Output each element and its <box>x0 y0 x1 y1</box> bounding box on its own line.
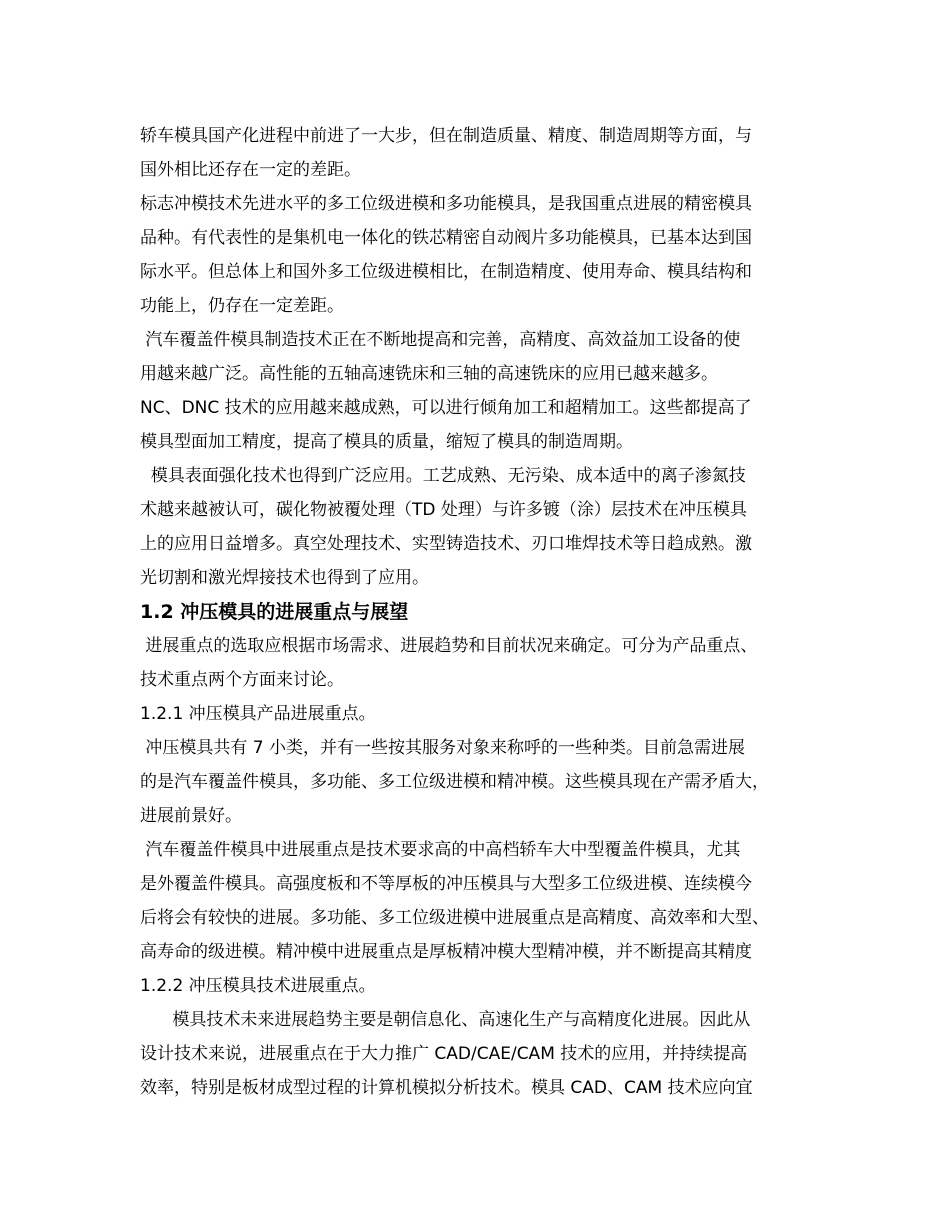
text-line: 冲压模具共有 7 小类，并有一些按其服务对象来称呼的一些种类。目前急需进展 <box>140 738 746 758</box>
text-line: 际水平。但总体上和国外多工位级进模相比，在制造精度、使用寿命、模具结构和 <box>140 262 752 282</box>
subsection-heading: 1.2.2 冲压模具技术进展重点。 <box>140 976 376 996</box>
text-line: 模具型面加工精度，提高了模具的质量，缩短了模具的制造周期。 <box>140 432 633 452</box>
text-line: 轿车模具国产化进程中前进了一大步，但在制造质量、精度、制造周期等方面，与 <box>140 126 752 146</box>
document-page <box>140 119 830 1105</box>
text-line: 效率，特别是板材成型过程的计算机模拟分析技术。模具 CAD、CAM 技术应向宜 <box>140 1078 753 1098</box>
text-line: 是外覆盖件模具。高强度板和不等厚板的冲压模具与大型多工位级进模、连续模今 <box>140 874 752 894</box>
text-line: NC、DNC 技术的应用越来越成熟，可以进行倾角加工和超精加工。这些都提高了 <box>140 398 752 418</box>
text-line: 国外相比还存在一定的差距。 <box>140 160 361 180</box>
text-line: 高寿命的级进模。精冲模中进展重点是厚板精冲模大型精冲模，并不断提高其精度 <box>140 942 752 962</box>
text-line: 后将会有较快的进展。多功能、多工位级进模中进展重点是高精度、高效率和大型、 <box>140 908 769 928</box>
text-line: 光切割和激光焊接技术也得到了应用。 <box>140 568 429 588</box>
text-line: 的是汽车覆盖件模具，多功能、多工位级进模和精冲模。这些模具现在产需矛盾大， <box>140 772 769 792</box>
text-line: 汽车覆盖件模具制造技术正在不断地提高和完善，高精度、高效益加工设备的使 <box>140 330 741 350</box>
text-line: 术越来越被认可，碳化物被覆处理（TD 处理）与许多镀（涂）层技术在冲压模具 <box>140 500 747 520</box>
text-line: 模具技术未来进展趋势主要是朝信息化、高速化生产与高精度化进展。因此从 <box>140 1010 751 1030</box>
section-heading: 1.2 冲压模具的进展重点与展望 <box>140 601 409 623</box>
text-line: 设计技术来说，进展重点在于大力推广 CAD/CAE/CAM 技术的应用，并持续提高 <box>140 1044 748 1064</box>
text-line: 技术重点两个方面来讨论。 <box>140 670 344 690</box>
text-line: 品种。有代表性的是集机电一体化的铁芯精密自动阀片多功能模具，已基本达到国 <box>140 228 752 248</box>
text-line: 进展重点的选取应根据市场需求、进展趋势和目前状况来确定。可分为产品重点、 <box>140 636 758 656</box>
text-line: 进展前景好。 <box>140 806 242 826</box>
subsection-heading: 1.2.1 冲压模具产品进展重点。 <box>140 704 376 724</box>
text-line: 上的应用日益增多。真空处理技术、实型铸造技术、刃口堆焊技术等日趋成熟。激 <box>140 534 752 554</box>
text-line: 汽车覆盖件模具中进展重点是技术要求高的中高档轿车大中型覆盖件模具，尤其 <box>140 840 741 860</box>
text-line: 标志冲模技术先进水平的多工位级进模和多功能模具，是我国重点进展的精密模具 <box>140 194 752 214</box>
text-line: 用越来越广泛。高性能的五轴高速铣床和三轴的高速铣床的应用已越来越多。 <box>140 364 718 384</box>
text-line: 功能上，仍存在一定差距。 <box>140 296 344 316</box>
text-line: 模具表面强化技术也得到广泛应用。工艺成熟、无污染、成本适中的离子渗氮技 <box>140 466 746 486</box>
